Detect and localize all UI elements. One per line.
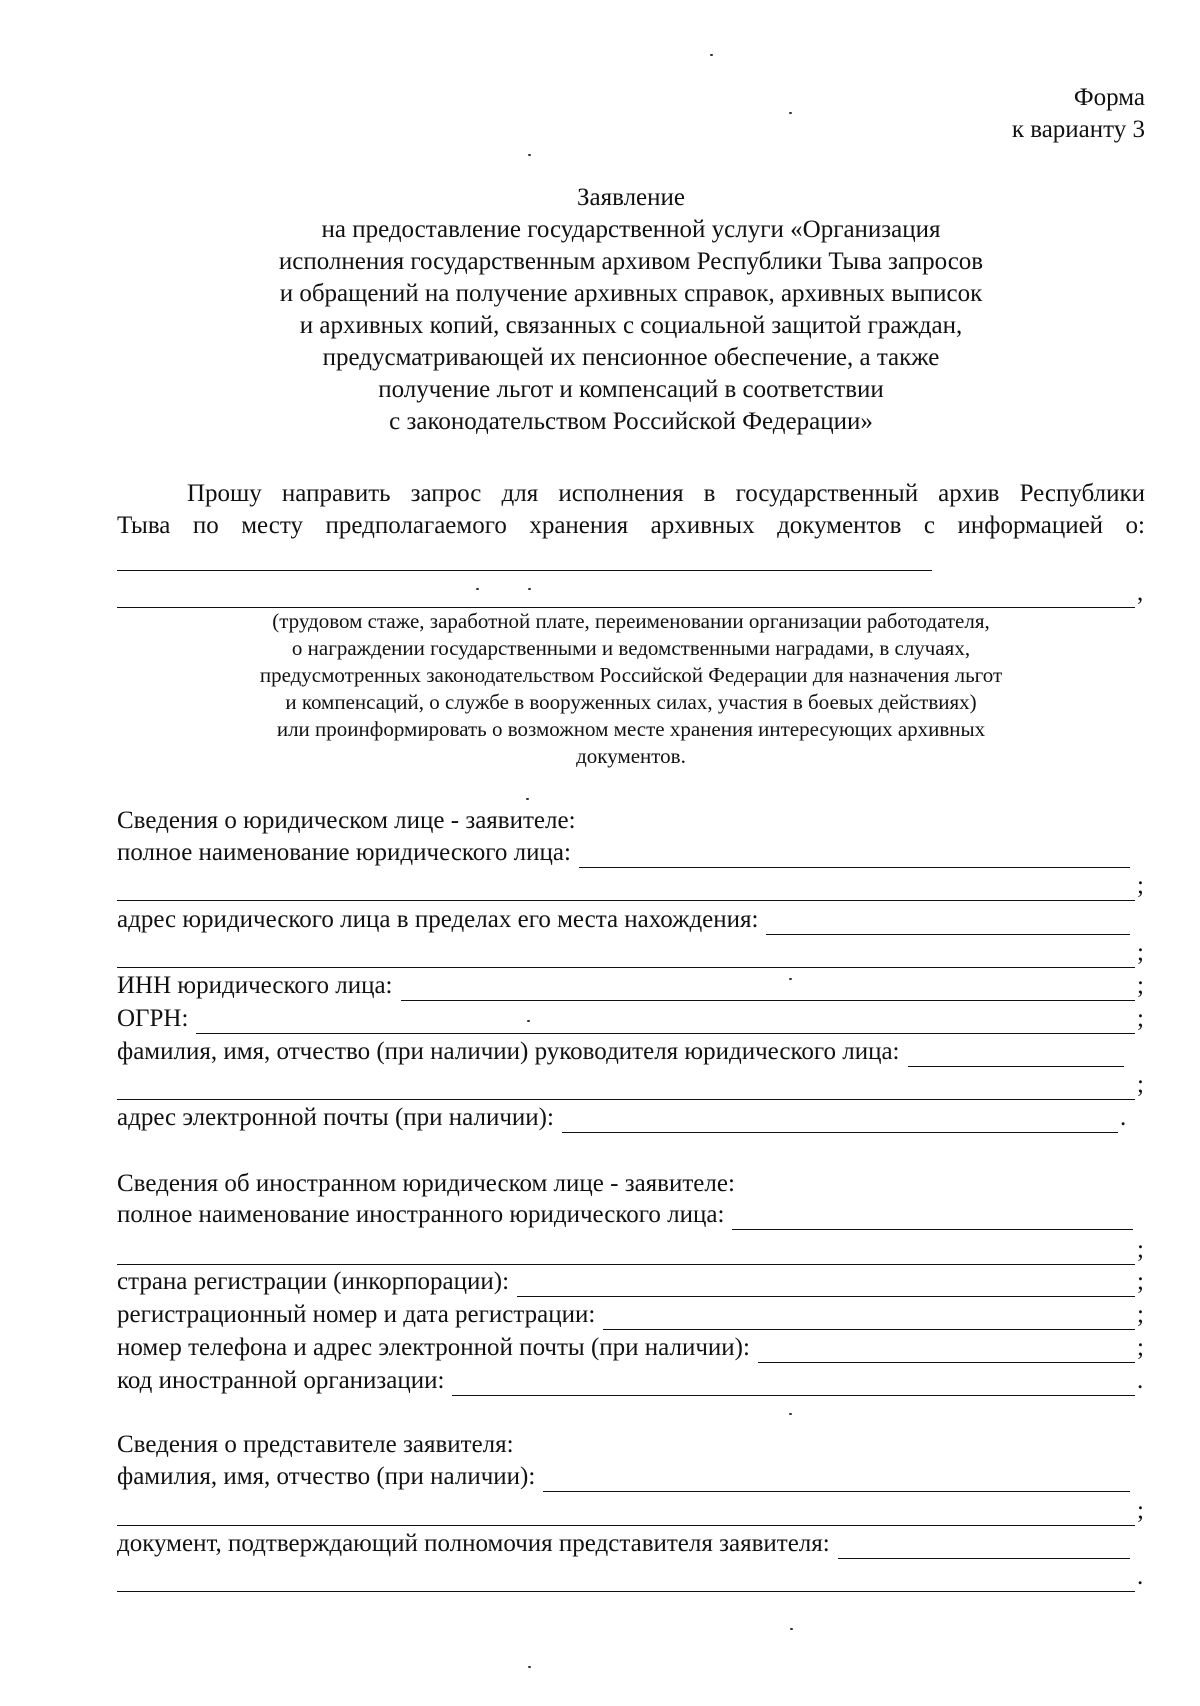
legal-entity-heading: Сведения о юридическом лице - заявителе: <box>117 807 576 834</box>
title-line: и архивных копий, связанных с социальной защитой граждан, <box>299 312 963 339</box>
representative-heading: Сведения о представителе заявителя: <box>117 1431 514 1458</box>
title-line: и обращений на получение архивных справок, архивных выписок <box>279 280 983 307</box>
head-name-field[interactable]: фамилия, имя, отчество (при наличии) руководителя юридического лица: <box>117 1037 1124 1067</box>
representative-name-field[interactable]: фамилия, имя, отчество (при наличии): <box>117 1462 1130 1492</box>
scan-speck <box>528 1666 531 1668</box>
scan-speck <box>528 588 531 590</box>
scan-speck <box>526 798 529 800</box>
inn-field[interactable]: ИНН юридического лица: ; <box>117 972 1144 999</box>
scan-speck <box>528 154 531 156</box>
legal-email-field[interactable]: адрес электронной почты (при наличии): . <box>117 1104 1127 1131</box>
scan-speck <box>710 54 713 56</box>
scan-speck <box>789 978 792 980</box>
note-line: или проинформировать о возможном месте хранения интересующих архивных <box>276 717 986 741</box>
foreign-full-name-field[interactable]: полное наименование иностранного юридического лица: <box>117 1200 1133 1230</box>
title-line: на предоставление государственной услуги «Организация <box>321 216 941 243</box>
authority-doc-field[interactable]: документ, подтверждающий полномочия представителя заявителя: <box>117 1529 1130 1559</box>
note-line: (трудовом стаже, заработной плате, переименовании организации работодателя, <box>272 609 990 633</box>
note-line: документов. <box>576 744 686 768</box>
request-paragraph <box>117 478 1145 542</box>
request-line-2: Тыва по месту предполагаемого хранения архивных документов с информацией о: <box>117 512 1145 539</box>
scan-speck <box>789 112 792 114</box>
legal-full-name-field[interactable]: полное наименование юридического лица: <box>117 838 1130 868</box>
legal-address-field-cont[interactable]: ; <box>117 938 1147 968</box>
scan-speck <box>476 588 479 590</box>
legal-address-field[interactable]: адрес юридического лица в пределах его места нахождения: <box>117 905 1130 935</box>
form-header <box>1012 82 1145 146</box>
form-label: Форма <box>1073 84 1145 111</box>
variant-label: к варианту 3 <box>1011 116 1145 143</box>
note-line: о награждении государственными и ведомственными наградами, в случаях, <box>291 636 971 660</box>
info-hint-note <box>0 608 1200 770</box>
ogrn-field[interactable]: ОГРН: ; <box>117 1005 1144 1032</box>
scan-speck <box>527 1020 530 1022</box>
reg-number-field[interactable]: регистрационный номер и дата регистрации: ; <box>117 1301 1144 1328</box>
foreign-entity-heading: Сведения об иностранном юридическом лице - заявителе: <box>117 1170 735 1197</box>
authority-doc-field-cont[interactable]: . <box>117 1562 1147 1592</box>
representative-name-field-cont[interactable]: ; <box>117 1496 1147 1526</box>
title-line: с законодательством Российской Федерации» <box>389 408 873 435</box>
title-line: Заявление <box>576 184 686 211</box>
head-name-field-cont[interactable]: ; <box>117 1070 1147 1100</box>
title-line: получение льгот и компенсаций в соответствии <box>378 376 884 403</box>
title-line: исполнения государственным архивом Республики Тыва запросов <box>278 248 984 275</box>
foreign-full-name-field-cont[interactable]: ; <box>117 1235 1147 1265</box>
title-line: предусматривающей их пенсионное обеспечение, а также <box>322 344 940 371</box>
country-field[interactable]: страна регистрации (инкорпорации): ; <box>117 1268 1144 1295</box>
document-title <box>0 182 1200 438</box>
note-line: предусмотренных законодательством Российской Федерации для назначения льгот <box>259 663 1003 687</box>
note-line: и компенсаций, о службе в вооруженных силах, участия в боевых действиях) <box>285 690 977 714</box>
info-field-line-2[interactable]: , <box>117 578 1147 608</box>
scan-speck <box>790 1628 793 1630</box>
info-field-line-1[interactable] <box>117 570 932 571</box>
phone-email-field[interactable]: номер телефона и адрес электронной почты (при наличии): ; <box>117 1334 1144 1361</box>
legal-full-name-field-cont[interactable]: ; <box>117 871 1147 901</box>
scan-speck <box>789 1413 792 1415</box>
org-code-field[interactable]: код иностранной организации: . <box>117 1367 1144 1394</box>
request-line-1: Прошу направить запрос для исполнения в государственный архив Республики <box>187 480 1145 507</box>
